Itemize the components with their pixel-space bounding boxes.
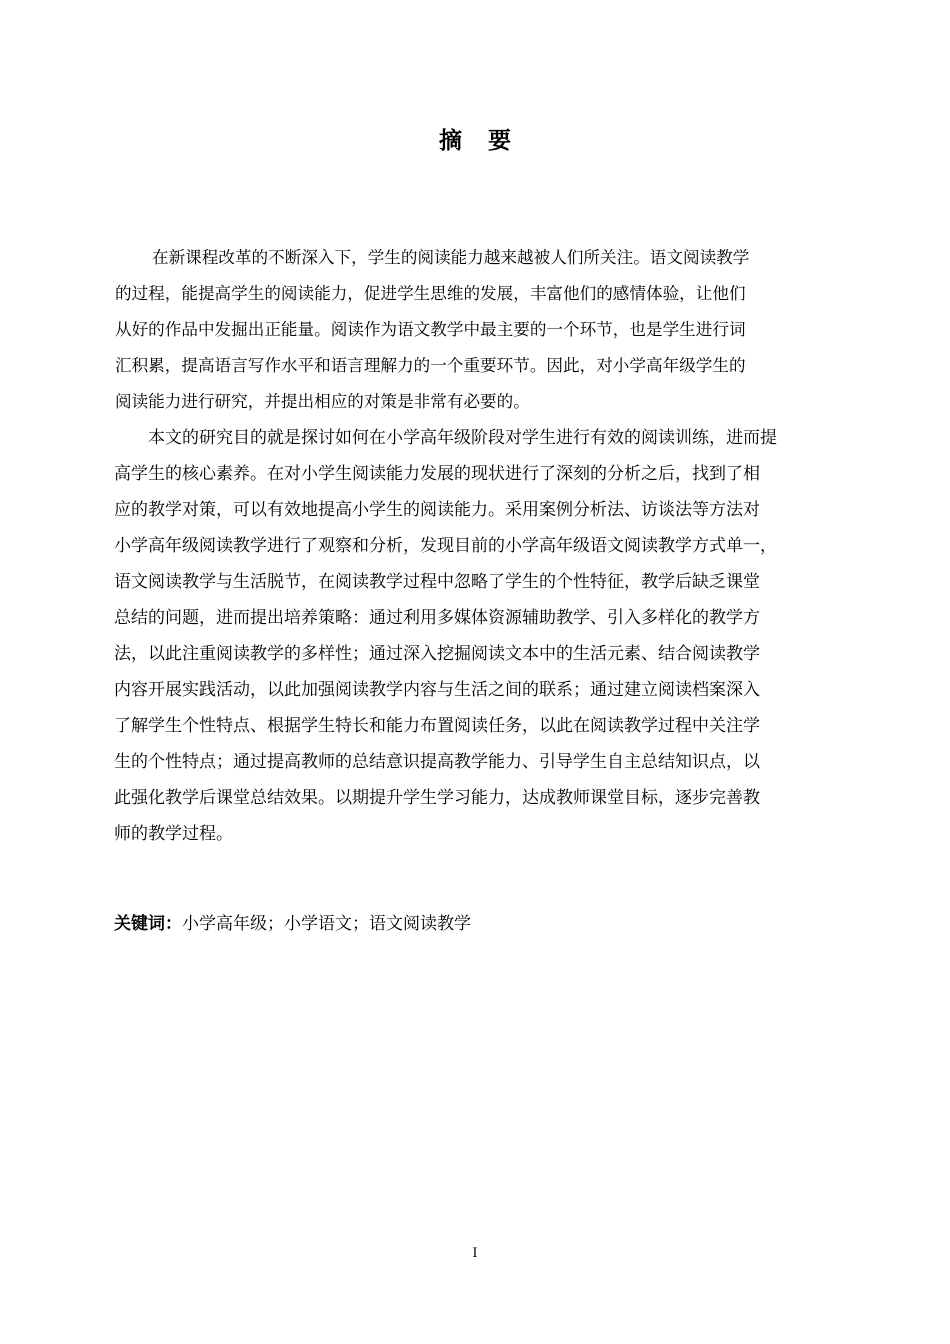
paragraph-line: 从好的作品中发掘出正能量。阅读作为语文教学中最主要的一个环节，也是学生进行词 bbox=[115, 320, 746, 339]
keywords-label: 关键词： bbox=[114, 914, 182, 934]
keywords bbox=[114, 906, 471, 942]
paragraph-1 bbox=[114, 240, 860, 420]
paragraph-line: 内容开展实践活动，以此加强阅读教学内容与生活之间的联系；通过建立阅读档案深入 bbox=[114, 680, 760, 700]
paragraph-line: 法，以此注重阅读教学的多样性；通过深入挖掘阅读文本中的生活元素、结合阅读教学 bbox=[114, 644, 760, 664]
paragraph-line: 语文阅读教学与生活脱节，在阅读教学过程中忽略了学生的个性特征，教学后缺乏课堂 bbox=[114, 572, 760, 592]
page-number: I bbox=[472, 1246, 478, 1261]
abstract-body bbox=[114, 240, 860, 852]
paragraph-line: 生的个性特点；通过提高教师的总结意识提高教学能力、引导学生自主总结知识点，以 bbox=[114, 752, 760, 772]
paragraph-line: 小学高年级阅读教学进行了观察和分析，发现目前的小学高年级语文阅读教学方式单一， bbox=[114, 536, 777, 556]
paragraph-line: 了解学生个性特点、根据学生特长和能力布置阅读任务，以此在阅读教学过程中关注学 bbox=[114, 716, 760, 736]
page-title: 摘要 bbox=[439, 127, 537, 154]
paragraph-line: 应的教学对策，可以有效地提高小学生的阅读能力。采用案例分析法、访谈法等方法对 bbox=[114, 500, 760, 520]
paragraph-line: 师的教学过程。 bbox=[114, 824, 233, 844]
paragraph-line: 在新课程改革的不断深入下，学生的阅读能力越来越被人们所关注。语文阅读教学 bbox=[152, 248, 750, 267]
paragraph-line: 本文的研究目的就是探讨如何在小学高年级阶段对学生进行有效的阅读训练，进而提 bbox=[148, 428, 777, 448]
paragraph-line: 阅读能力进行研究，并提出相应的对策是非常有必要的。 bbox=[115, 392, 530, 411]
paragraph-line: 高学生的核心素养。在对小学生阅读能力发展的现状进行了深刻的分析之后，找到了相 bbox=[114, 464, 760, 484]
paragraph-line: 汇积累，提高语言写作水平和语言理解力的一个重要环节。因此，对小学高年级学生的 bbox=[115, 356, 746, 375]
paragraph-line: 的过程，能提高学生的阅读能力，促进学生思维的发展，丰富他们的感情体验，让他们 bbox=[115, 284, 746, 303]
paragraph-line: 此强化教学后课堂总结效果。以期提升学生学习能力，达成教师课堂目标，逐步完善教 bbox=[114, 788, 760, 808]
paragraph-line: 总结的问题，进而提出培养策略：通过利用多媒体资源辅助教学、引入多样化的教学方 bbox=[114, 608, 760, 628]
paragraph-2 bbox=[114, 420, 860, 852]
keywords-value: 小学高年级；小学语文；语文阅读教学 bbox=[182, 914, 471, 934]
